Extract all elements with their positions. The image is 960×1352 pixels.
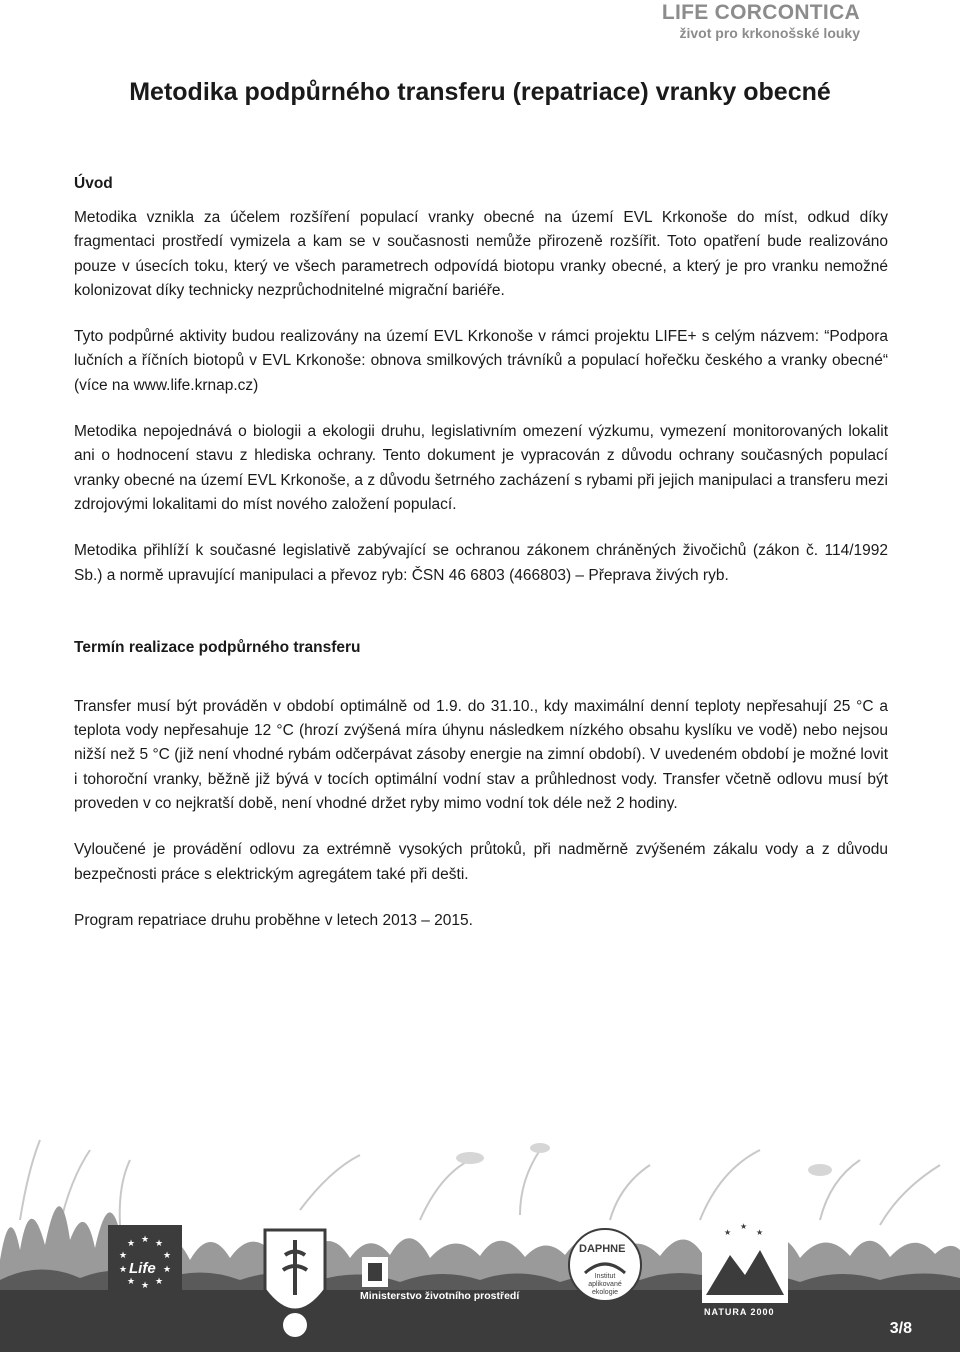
svg-text:★: ★ [119,1265,128,1275]
document-title: Metodika podpůrného transferu (repatriace) vranky obecné [129,78,831,106]
natura-emblem-icon [700,1215,790,1305]
natura-2000-logo [700,1215,790,1315]
paragraph-term: Transfer musí být prováděn v období optimálně od 1.9. do 31.10., kdy maximální denní teploty nepřesahují 25 °C a teplota vody nepřesahuje 12 °C (hrozí zvýšená míra úhynu následkem nízkého obsahu kyslíku ve vodě) nebo nejsou nižší než 5 °C (již není vhodné rybám odčerpávat zásoby energie na zimní období). V uvedeném období je možné lovit i tohoroční vranky, běžně již bývá v tocích optimální vodní stav a průhlednost vody. Transfer včetně odlovu musí být proveden v co nejkratší době, není vhodné držet ryby mimo vodní tok déle než 2 hodiny. [74,697,888,813]
svg-text:★: ★ [127,1239,136,1249]
daphne-logo [565,1225,645,1305]
svg-text:★: ★ [740,1222,748,1231]
paragraph-exclusions: Vyloučené je provádění odlovu za extrémně vysokých průtoků, při nadměrně zvýšeném zákalu vody a z důvodu bezpečnosti práce s elektrickým agregátem také při dešti. [74,841,888,883]
svg-text:★: ★ [155,1277,164,1287]
daphne-subtext: Institut aplikované ekologie [588,1273,622,1296]
ministry-logo [360,1255,535,1302]
brand-logo-line2: život pro krkonošské louky [679,25,860,41]
life-logo-text: Life [129,1260,156,1277]
paragraph-project: Tyto podpůrné aktivity budou realizovány na území EVL Krkonoše v rámci projektu LIFE+ s celým názvem: “Podpora lučních a říčních biotopů v EVL Krkonoše: obnova smilkových trávníků a populací hořečku českého a vranky obecné“ (více na www.life.krnap.cz) [74,328,888,394]
term-heading: Termín realizace podpůrného transferu [74,638,361,656]
daphne-text: DAPHNE [579,1243,626,1255]
page-number: 3/8 [889,1320,912,1337]
ministry-emblem-icon [360,1255,390,1289]
svg-text:★: ★ [119,1251,128,1261]
paragraph-intro: Metodika vznikla za účelem rozšíření populací vranky obecné na území EVL Krkonoše do míst, odkud díky fragmentaci prostředí vymizela a kam se v současnosti nemůže přirozeně rozšířit. Toto opatření bude realizováno pouze v úsecích toku, který ve všech parametrech odpovídá biotopu vranky obecné, a který je pro vranku nemožné kolonizovat díky technicky nezprůchodnitelné migrační bariéře. [74,209,888,299]
svg-text:★: ★ [163,1265,172,1275]
krnap-emblem-icon [255,1220,335,1340]
paragraph-scope: Metodika nepojednává o biologii a ekologii druhu, legislativním omezení výzkumu, vymezení monitorovaných lokalit ani o hodnocení stavu z hlediska ochrany. Tento dokument je vypracován z důvodu ochrany současných populací vranky obecné na území EVL Krkonoše, a z důvodu šetrného zacházení s rybami při jejich manipulaci a transferu mezi zdrojovými lokalitami do míst nového založení populací. [74,423,888,513]
svg-text:★: ★ [163,1251,172,1261]
document-body [74,172,888,933]
brand-logo-line1: LIFE CORCONTICA [661,1,860,24]
paragraph-legislation: Metodika přihlíží k současné legislativě zabývající se ochranou zákonem chráněných živočichů (zákon č. 114/1992 Sb.) a normě upravující manipulaci a převoz ryb: ČSN 46 6803 (466803) – Přeprava živých ryb. [74,542,888,584]
eu-life-logo [108,1225,182,1311]
svg-text:★: ★ [141,1281,150,1291]
footer-meadow-illustration [0,1130,960,1352]
natura-text: NATURA 2000 [704,1307,775,1317]
brand-logo [662,0,860,40]
svg-text:★: ★ [127,1277,136,1287]
svg-text:★: ★ [141,1235,150,1245]
intro-heading: Úvod [74,175,113,192]
paragraph-program: Program repatriace druhu proběhne v letech 2013 – 2015. [74,911,473,929]
svg-text:★: ★ [155,1239,164,1249]
svg-text:★: ★ [756,1228,764,1237]
svg-text:★: ★ [724,1228,732,1237]
ministry-text: Ministerstvo životního prostředí [360,1290,520,1302]
krnap-logo [255,1220,335,1340]
